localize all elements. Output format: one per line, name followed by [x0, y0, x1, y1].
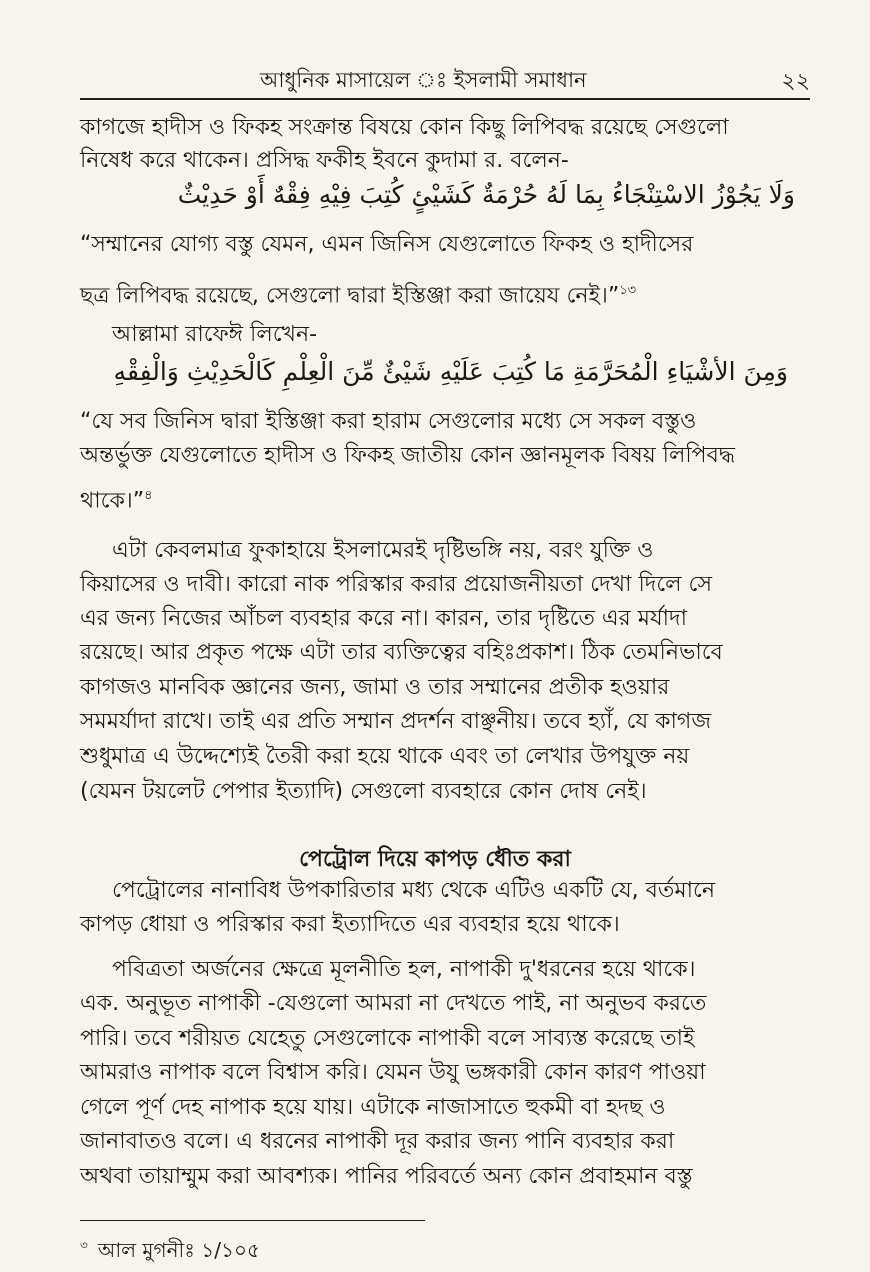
section-heading: পেট্রোল দিয়ে কাপড় ধৌত করা [299, 847, 571, 872]
header-rule [80, 98, 810, 100]
paragraph-line: গেলে পূর্ণ দেহ নাপাক হয়ে যায়। এটাকে নাজাসাতে হুকমী বা হদছ ও [80, 1095, 666, 1120]
paragraph-line: (যেমন টয়লেট পেপার ইত্যাদি) সেগুলো ব্যবহারে কোন দোষ নেই। [80, 779, 647, 804]
paragraph-line: কাগজও মানবিক জ্ঞানের জন্য, জামা ও তার সম্মানের প্রতীক হওয়ার [80, 675, 670, 700]
running-header [80, 64, 810, 100]
translation-line: অন্তর্ভুক্ত যেগুলোতে হাদীস ও ফিকহ জাতীয় কোন জ্ঞানমূলক বিষয় লিপিবদ্ধ [80, 443, 735, 468]
paragraph-line: এক. অনুভূত নাপাকী -যেগুলো আমরা না দেখতে পাই, না অনুভব করতে [80, 991, 707, 1016]
paragraph-line: রয়েছে। আর প্রকৃত পক্ষে এটা তার ব্যক্তিত্বের বহিঃপ্রকাশ। ঠিক তেমনিভাবে [80, 640, 723, 665]
paragraph-line: অথবা তায়াম্মুম করা আবশ্যক। পানির পরিবর্তে অন্য কোন প্রবাহমান বস্তু [80, 1164, 693, 1189]
paragraph-line: সমমর্যাদা রাখে। তাই এর প্রতি সম্মান প্রদর্শন বাঞ্ছনীয়। তবে হ্যাঁ, যে কাগজ [80, 709, 711, 734]
footnote [80, 1236, 260, 1269]
text-line: কাগজে হাদীস ও ফিকহ সংক্রান্ত বিষয়ে কোন কিছু লিপিবদ্ধ রয়েছে সেগুলো [80, 115, 729, 140]
text-line: নিষেধ করে থাকেন। প্রসিদ্ধ ফকীহ ইবনে কুদামা র. বলেন- [80, 148, 569, 173]
paragraph-line: পবিত্রতা অর্জনের ক্ষেত্রে মূলনীতি হল, নাপাকী দু'ধরনের হয়ে থাকে। [112, 957, 696, 982]
arabic-quote: وَمِنَ الأشْيَاءِ الْمُحَرَّمَةِ مَا كُتِبَ عَلَيْهِ شَيْئٌ مِّنَ الْعِلْمِ كَالْحَدِيْثِ وَالْفِقْهِ [113, 357, 788, 386]
footnote-rule [80, 1220, 425, 1221]
translation-line: থাকে।”$^৪$ [80, 488, 153, 514]
footnote-ref: ১৩ [619, 283, 637, 298]
arabic-quote: وَلَا يَجُوْزُ الاسْتِنْجَاءُ بِمَا لَهُ حُرْمَةٌ كَشَيْئٍ كُتِبَ فِيْهِ فِقْهٌ أَوْ حَدِيْثٌ [177, 180, 795, 209]
footnote-ref: ৪ [144, 488, 153, 503]
paragraph-line: পারি। তবে শরীয়ত যেহেতু সেগুলোকে নাপাকী বলে সাব্যস্ত করেছে তাই [80, 1026, 695, 1051]
paragraph-line: কাপড় ধোয়া ও পরিস্কার করা ইত্যাদিতে এর ব্যবহার হয়ে থাকে। [80, 912, 620, 937]
paragraph-line: এর জন্য নিজের আঁচল ব্যবহার করে না। কারন, তার দৃষ্টিতে এর মর্যাদা [80, 606, 687, 631]
paragraph-line: পেট্রোলের নানাবিধ উপকারিতার মধ্য থেকে এটিও একটি যে, বর্তমানে [112, 878, 715, 903]
paragraph-line: আমরাও নাপাক বলে বিশ্বাস করি। যেমন উযু ভঙ্গকারী কোন কারণ পাওয়া [80, 1060, 706, 1085]
translation-line: ছত্র লিপিবদ্ধ রয়েছে, সেগুলো দ্বারা ইস্তিঞ্জা করা জায়েয নেই।”$^{১৩}$ [80, 283, 637, 309]
text-line: আল্লামা রাফেঈ লিখেন- [112, 322, 318, 347]
header-title: আধুনিক মাসায়েল ঃ ইসলামী সমাধান [260, 68, 587, 92]
footnote-text: আল মুগনীঃ ১/১০৫ [97, 1238, 260, 1262]
footnote-mark: ৩ [80, 1238, 88, 1253]
paragraph-line: কিয়াসের ও দাবী। কারো নাক পরিস্কার করার প্রয়োজনীয়তা দেখা দিলে সে [80, 572, 713, 597]
paragraph-line: এটা কেবলমাত্র ফুকাহায়ে ইসলামেরই দৃষ্টিভঙ্গি নয়, বরং যুক্তি ও [112, 538, 654, 563]
paragraph-line: জানাবাতও বলে। এ ধরনের নাপাকী দূর করার জন্য পানি ব্যবহার করা [80, 1129, 675, 1154]
paragraph-line: শুধুমাত্র এ উদ্দেশ্যেই তৈরী করা হয়ে থাকে এবং তা লেখার উপযুক্ত নয় [80, 744, 690, 769]
translation-line: “সম্মানের যোগ্য বস্তু যেমন, এমন জিনিস যেগুলোতে ফিকহ ও হাদীসের [80, 232, 694, 257]
page-number: ২২ [781, 69, 810, 94]
translation-line: “যে সব জিনিস দ্বারা ইস্তিঞ্জা করা হারাম সেগুলোর মধ্যে সে সকল বস্তুও [80, 409, 697, 434]
